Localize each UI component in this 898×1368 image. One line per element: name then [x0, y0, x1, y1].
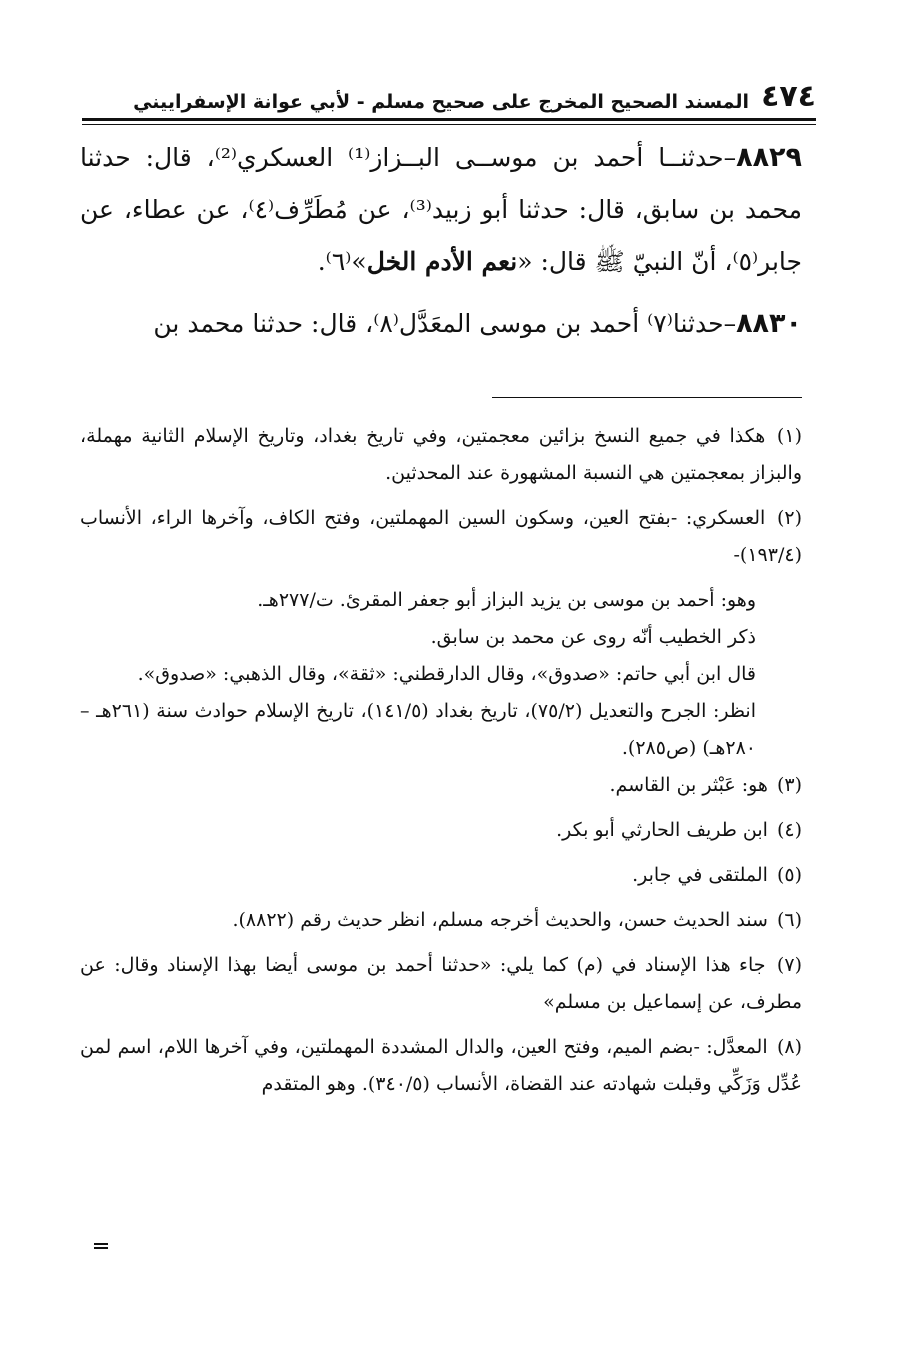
footnote-2-line: قال ابن أبي حاتم: «صدوق»، وقال الدارقطني: «ثقة»، وقال الذهبي: «صدوق». [137, 663, 756, 685]
footnote-separator [492, 397, 802, 398]
footnote-text: هو: عَبْثر بن القاسم. [609, 774, 768, 796]
page-header [82, 62, 816, 118]
footnote-2 [80, 500, 802, 574]
header-rule-thick [82, 118, 816, 121]
hadith-end: »⁽٦⁾. [317, 247, 367, 276]
footnote-text: جاء هذا الإسناد في (م) كما يلي: «حدثنا أحمد بن موسى أيضا بهذا الإسناد وقال: عن مطرف، عن إسماعيل بن مسلم» [80, 954, 802, 1013]
main-text [80, 132, 802, 350]
footnote-text: ابن طريف الحارثي أبو بكر. [556, 819, 768, 841]
footnote-number: (٢) [776, 507, 802, 529]
header-rule-thin [82, 124, 816, 125]
footnote-number: (٤) [776, 819, 802, 841]
footnote-6 [80, 902, 802, 939]
hadith-text: –حدثنــا أحمد بن موســى البــزاز⁽¹⁾ العسكري⁽²⁾، قال: حدثنا محمد بن سابق، قال: حدثنا أبو زبيد⁽³⁾، عن مُطَرِّف⁽٤⁾، عن عطاء، عن جابر⁽٥⁾، أنّ النبيّ ﷺ قال: « [80, 143, 802, 276]
footnote-number: (٦) [776, 909, 802, 931]
footnote-8 [80, 1029, 802, 1103]
footnote-text: المعدَّل: -بضم الميم، وفتح العين، والدال المشددة المهملتين، وفي آخرها اللام، اسم لمن عُدِّل وَزَكِّي وقبلت شهادته عند القضاة، الأنساب (٣٤٠/٥). وهو المتقدم [80, 1036, 802, 1095]
footnote-2-line: انظر: الجرح والتعديل (٧٥/٢)، تاريخ بغداد (١٤١/٥)، تاريخ الإسلام حوادث سنة (٢٦١هـ – ٢٨٠هـ) (ص٢٨٥). [80, 700, 756, 759]
hadith-matn: نعم الأدم الخل [366, 247, 518, 276]
footnote-text: العسكري: -بفتح العين، وسكون السين المهملتين، وفتح الكاف، وآخرها الراء، الأنساب (١٩٣/٤)- [80, 507, 802, 566]
hadith-number: ٨٨٢٩ [736, 142, 803, 173]
page-number: ٤٧٤ [761, 79, 816, 114]
hadith-number: ٨٨٣٠ [736, 308, 802, 339]
footnote-1 [80, 418, 802, 492]
footnote-number: (٧) [776, 954, 802, 976]
hadith-8830 [80, 298, 802, 350]
footnote-text: الملتقى في جابر. [632, 864, 768, 886]
footnote-3 [80, 767, 802, 804]
footnote-number: (٨) [776, 1036, 802, 1058]
footnote-text: هكذا في جميع النسخ بزائين معجمتين، وفي تاريخ بغداد، وتاريخ الإسلام الثانية مهملة، والبزاز بمعجمتين هي النسبة المشهورة عند المحدثين. [80, 425, 802, 484]
continuation-mark [94, 1243, 108, 1245]
footnote-5 [80, 857, 802, 894]
footnote-number: (٥) [776, 864, 802, 886]
footnote-7 [80, 947, 802, 1021]
footnote-2-line: ذكر الخطيب أنّه روى عن محمد بن سابق. [430, 626, 756, 648]
footnote-number: (١) [776, 425, 802, 447]
hadith-text: –حدثنا⁽٧⁾ أحمد بن موسى المعَدَّل⁽٨⁾، قال: حدثنا محمد بن [153, 309, 737, 338]
footnote-number: (٣) [776, 774, 802, 796]
footnote-2-line: وهو: أحمد بن موسى بن يزيد البزاز أبو جعفر المقرئ. ت/٢٧٧هـ. [257, 589, 756, 611]
footnote-text: سند الحديث حسن، والحديث أخرجه مسلم، انظر حديث رقم (٨٨٢٢). [232, 909, 768, 931]
running-title: المسند الصحيح المخرج على صحيح مسلم - لأبي عوانة الإسفراييني [133, 91, 750, 113]
footnotes [80, 418, 802, 1103]
footnote-4 [80, 812, 802, 849]
hadith-8829 [80, 132, 802, 288]
